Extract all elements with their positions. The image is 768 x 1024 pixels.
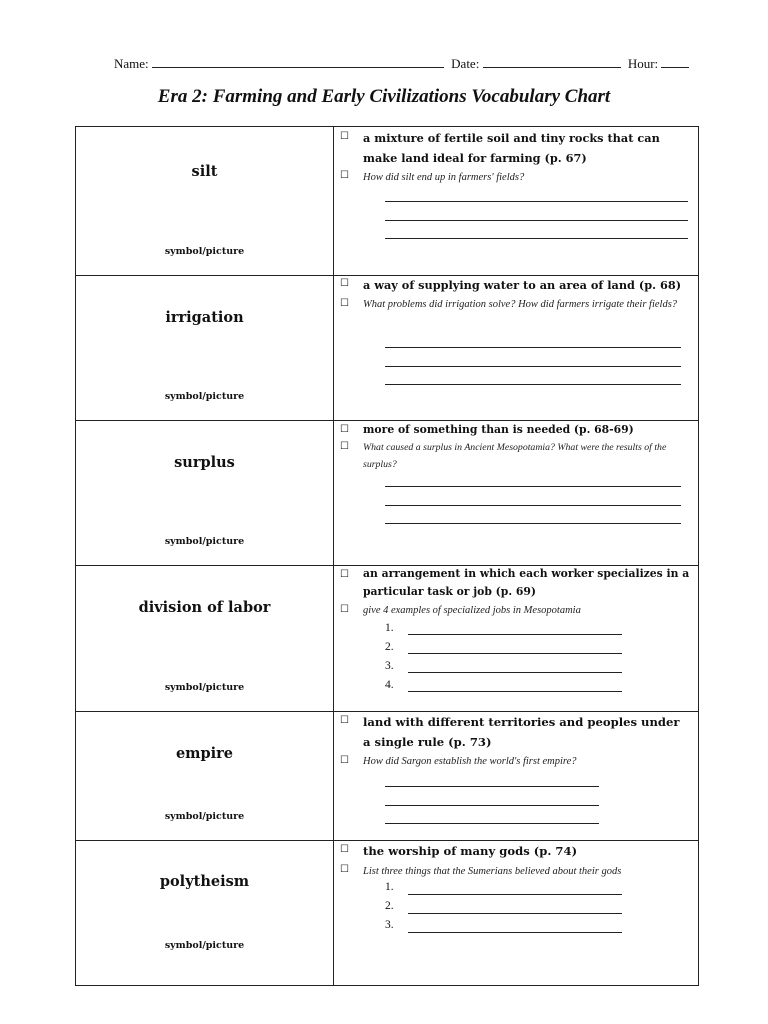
answer-line[interactable] [385,238,688,239]
question-text: What caused a surplus in Ancient Mesopotamia? What were the results of the surplus? [363,442,667,470]
answer-line[interactable] [408,894,622,895]
name-label: Name: [114,56,149,71]
vocab-row-silt [76,127,698,276]
vocab-row-polytheism [76,841,698,985]
term-cell [76,566,334,711]
hour-blank[interactable] [661,56,689,68]
question-text: give 4 examples of specialized jobs in Mesopotamia [363,605,581,616]
definition-cell [334,712,698,840]
hour-label: Hour: [627,56,659,71]
term-label: polytheism [159,873,250,890]
term-cell [76,276,334,420]
student-info-line [114,56,698,74]
symbol-picture-label: symbol/picture [164,391,245,402]
answer-line[interactable] [385,347,681,348]
answer-line[interactable] [385,384,681,385]
list-number: 1. [385,622,394,634]
vocabulary-chart [75,126,699,986]
checkbox-icon[interactable]: ☐ [340,844,349,855]
list-number: 4. [385,679,394,691]
answer-line[interactable] [385,523,681,524]
vocab-row-empire [76,712,698,841]
vocab-row-surplus [76,421,698,566]
term-label: empire [175,745,234,762]
question-text: How did Sargon establish the world's first empire? [363,756,577,767]
vocab-row-division-of-labor [76,566,698,712]
question-text: List three things that the Sumerians believed about their gods [363,866,622,877]
checkbox-icon[interactable]: ☐ [340,715,349,726]
checkbox-icon[interactable]: ☐ [340,569,349,580]
term-label: silt [191,163,218,180]
date-blank[interactable] [483,56,621,68]
checkbox-icon[interactable]: ☐ [340,278,349,289]
definition-text: an arrangement in which each worker specializes in a particular task or job (p. 69) [363,567,690,598]
answer-line[interactable] [408,913,622,914]
symbol-picture-label: symbol/picture [164,536,245,547]
definition-text: more of something than is needed (p. 68-69) [363,423,634,436]
answer-line[interactable] [385,366,681,367]
answer-line[interactable] [408,653,622,654]
question-text: How did silt end up in farmers' fields? [363,172,525,183]
definition-text: a mixture of fertile soil and tiny rocks that can make land ideal for farming (p. 67) [363,131,660,165]
checkbox-icon[interactable]: ☐ [340,170,349,181]
term-label: surplus [174,454,235,471]
vocab-row-irrigation [76,276,698,421]
answer-line[interactable] [385,201,688,202]
definition-cell [334,276,698,420]
definition-text: a way of supplying water to an area of land (p. 68) [363,278,682,292]
answer-line[interactable] [385,220,688,221]
answer-line[interactable] [408,634,622,635]
symbol-picture-label: symbol/picture [164,811,245,822]
answer-line[interactable] [408,691,622,692]
checkbox-icon[interactable]: ☐ [340,441,349,452]
term-cell [76,712,334,840]
list-number: 2. [385,641,394,653]
term-cell [76,841,334,985]
date-label: Date: [451,56,480,71]
checkbox-icon[interactable]: ☐ [340,424,349,435]
term-label: division of labor [138,599,271,616]
definition-text: land with different territories and peoples under a single rule (p. 73) [363,715,680,749]
symbol-picture-label: symbol/picture [164,940,245,951]
definition-cell [334,421,698,565]
definition-text: the worship of many gods (p. 74) [363,844,578,858]
answer-line[interactable] [385,805,599,806]
answer-line[interactable] [385,505,681,506]
list-number: 2. [385,900,394,912]
answer-line[interactable] [385,486,681,487]
term-label: irrigation [165,309,244,326]
symbol-picture-label: symbol/picture [164,246,245,257]
list-number: 1. [385,881,394,893]
checkbox-icon[interactable]: ☐ [340,298,349,309]
answer-line[interactable] [408,932,622,933]
definition-cell [334,566,698,711]
definition-cell [334,127,698,275]
list-number: 3. [385,919,394,931]
question-text: What problems did irrigation solve? How did farmers irrigate their fields? [363,299,678,310]
name-blank[interactable] [152,56,444,68]
list-number: 3. [385,660,394,672]
answer-line[interactable] [385,823,599,824]
checkbox-icon[interactable]: ☐ [340,604,349,615]
term-cell [76,127,334,275]
answer-line[interactable] [385,786,599,787]
checkbox-icon[interactable]: ☐ [340,131,349,142]
checkbox-icon[interactable]: ☐ [340,755,349,766]
answer-line[interactable] [408,672,622,673]
definition-cell [334,841,698,985]
checkbox-icon[interactable]: ☐ [340,864,349,875]
term-cell [76,421,334,565]
symbol-picture-label: symbol/picture [164,682,245,693]
page-title: Era 2: Farming and Early Civilizations Vocabulary Chart [157,86,611,107]
